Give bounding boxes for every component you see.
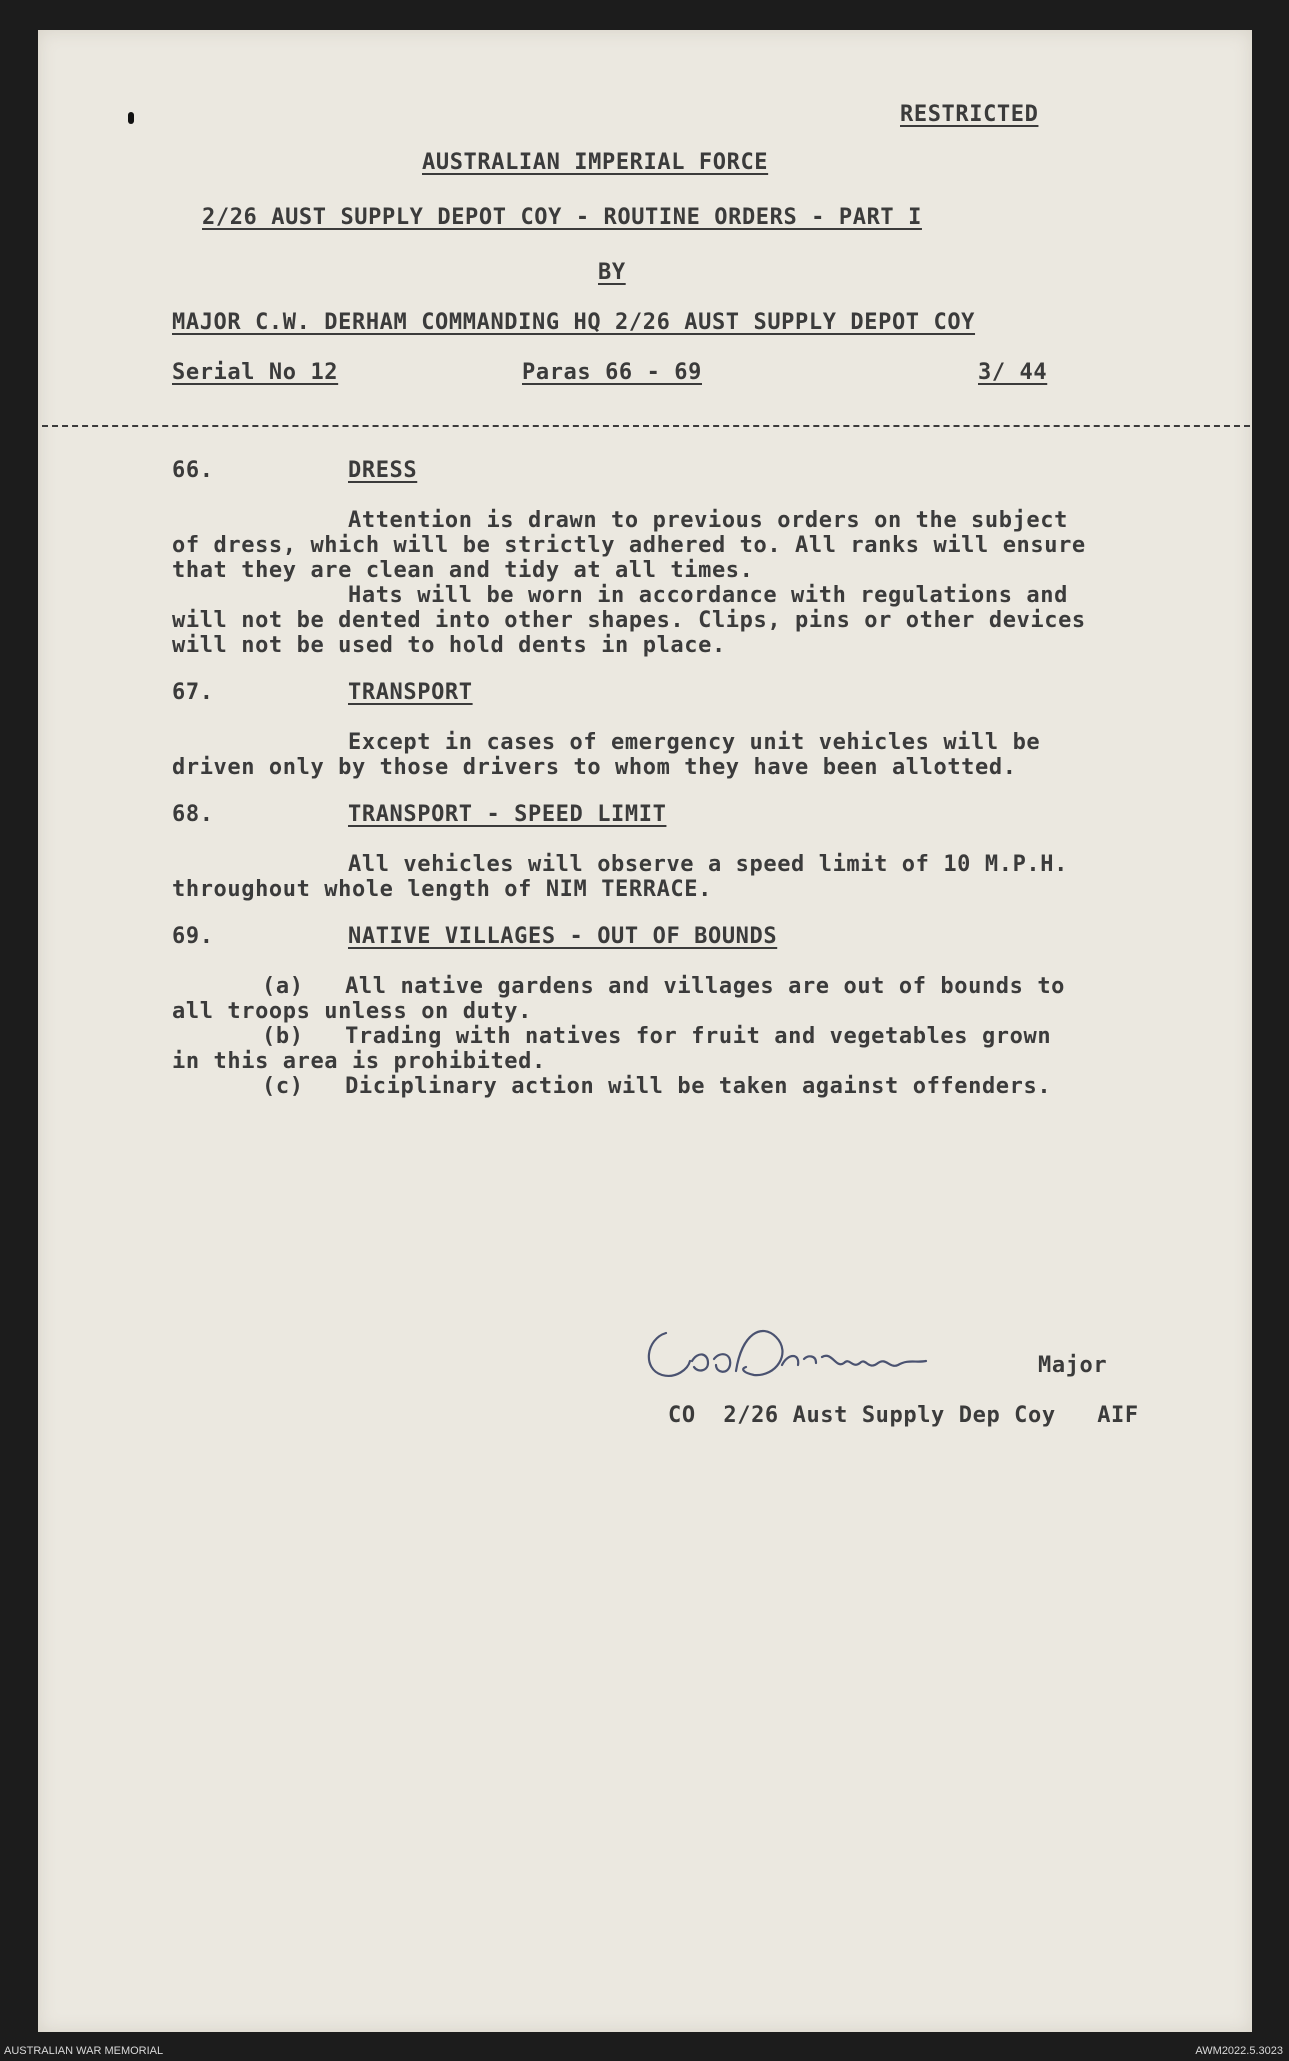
order-line: throughout whole length of NIM TERRACE. [172,877,712,902]
order-line: that they are clean and tidy at all times. [172,558,754,583]
order-heading: TRANSPORT - SPEED LIMIT [348,802,667,827]
order-line: (c) Diciplinary action will be taken against offenders. [262,1074,1052,1099]
order-line: Hats will be worn in accordance with regulations and [348,583,1068,608]
order-line: will not be dented into other shapes. Clips, pins or other devices [172,608,1086,633]
serial-number: Serial No 12 [172,360,339,385]
signatory-unit: CO 2/26 Aust Supply Dep Coy AIF [668,1403,1139,1428]
order-line: Except in cases of emergency unit vehicles will be [348,730,1041,755]
order-line: driven only by those drivers to whom they have been allotted. [172,755,1017,780]
paras-range: Paras 66 - 69 [522,360,702,385]
force-title: AUSTRALIAN IMPERIAL FORCE [422,150,769,175]
order-line: will not be used to hold dents in place. [172,633,726,658]
footer-source: AUSTRALIAN WAR MEMORIAL [4,2045,164,2057]
order-line: Attention is drawn to previous orders on the subject [348,508,1068,533]
by-line: BY [598,260,626,285]
commander-line: MAJOR C.W. DERHAM COMMANDING HQ 2/26 AUST SUPPLY DEPOT COY [172,310,976,335]
order-line: all troops unless on duty. [172,999,532,1024]
order-number: 66. [172,458,214,483]
order-line: in this area is prohibited. [172,1049,546,1074]
order-line: (a) All native gardens and villages are out of bounds to [262,974,1066,999]
footer-accession-number: AWM2022.5.3023 [1195,2045,1283,2057]
order-line: All vehicles will observe a speed limit of 10 M.P.H. [348,852,1068,877]
punch-hole [128,112,134,124]
order-date: 3/ 44 [978,360,1048,385]
orders-title: 2/26 AUST SUPPLY DEPOT COY - ROUTINE ORDERS - PART I [202,205,922,230]
separator-rule [42,425,1250,427]
handwritten-signature [636,1313,976,1393]
order-number: 69. [172,924,214,949]
order-number: 68. [172,802,214,827]
signatory-rank: Major [1038,1353,1108,1378]
order-line: (b) Trading with natives for fruit and vegetables grown [262,1024,1052,1049]
order-heading: NATIVE VILLAGES - OUT OF BOUNDS [348,924,778,949]
classification-stamp: RESTRICTED [900,102,1039,127]
order-heading: TRANSPORT [348,680,473,705]
document-page [38,30,1252,2032]
order-line: of dress, which will be strictly adhered to. All ranks will ensure [172,533,1086,558]
order-heading: DRESS [348,458,418,483]
order-number: 67. [172,680,214,705]
